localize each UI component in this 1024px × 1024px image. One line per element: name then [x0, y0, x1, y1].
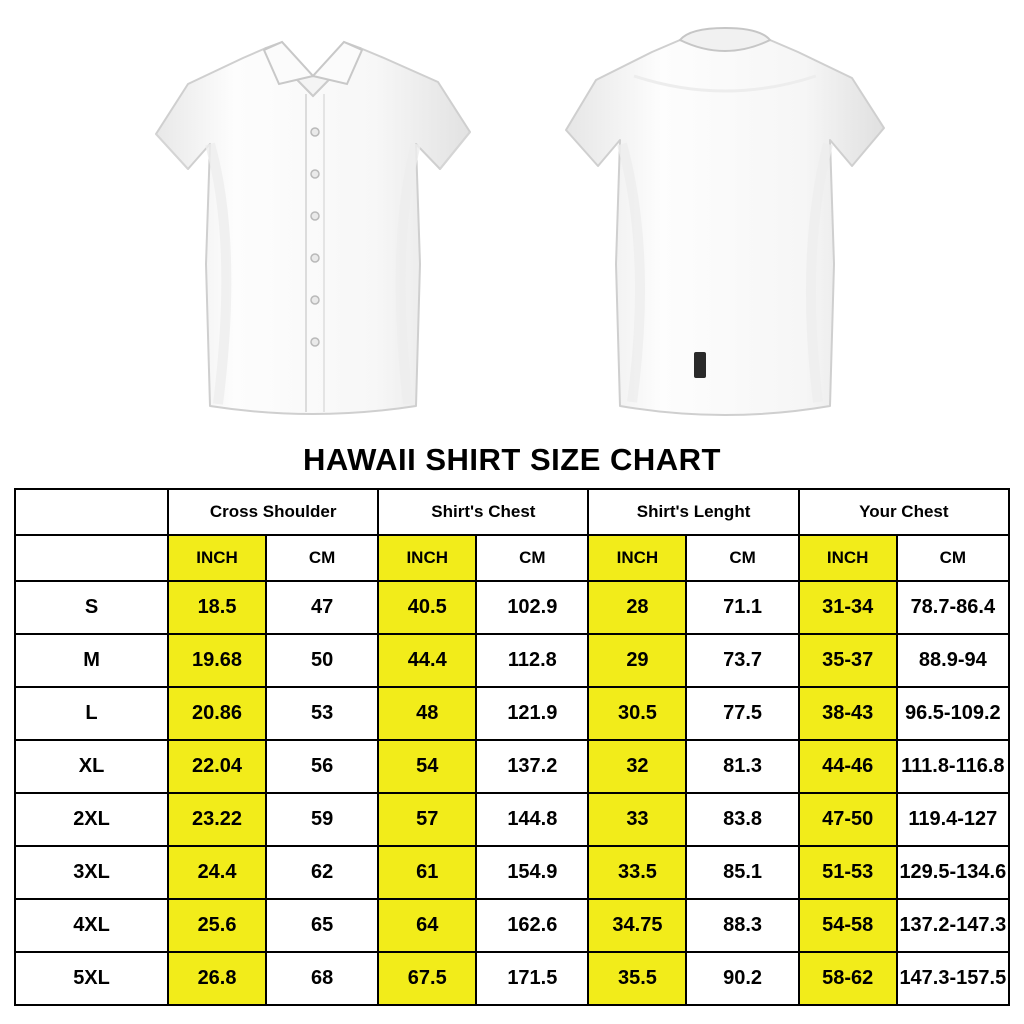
cell-length-inch: 33.5 — [588, 846, 686, 899]
cell-chest-inch: 48 — [378, 687, 476, 740]
cell-length-inch: 32 — [588, 740, 686, 793]
cell-cross-shoulder-inch: 24.4 — [168, 846, 266, 899]
cell-your-chest-cm: 147.3-157.5 — [897, 952, 1009, 1005]
cell-your-chest-inch: 44-46 — [799, 740, 897, 793]
cell-chest-inch: 44.4 — [378, 634, 476, 687]
cell-length-cm: 73.7 — [686, 634, 798, 687]
group-header-cross-shoulder: Cross Shoulder — [168, 489, 378, 535]
cell-cross-shoulder-cm: 56 — [266, 740, 378, 793]
shirt-back-image — [560, 14, 890, 429]
unit-cell-inch-3: INCH — [588, 535, 686, 581]
cell-chest-cm: 162.6 — [476, 899, 588, 952]
table-row — [15, 952, 1009, 1005]
shirt-front-image — [148, 14, 478, 429]
cell-cross-shoulder-inch: 18.5 — [168, 581, 266, 634]
page-title: HAWAII SHIRT SIZE CHART — [303, 442, 721, 477]
cell-length-cm: 90.2 — [686, 952, 798, 1005]
table-unit-row — [15, 535, 1009, 581]
unit-cell-inch-1: INCH — [168, 535, 266, 581]
size-label: XL — [15, 740, 168, 793]
cell-cross-shoulder-inch: 26.8 — [168, 952, 266, 1005]
cell-cross-shoulder-cm: 47 — [266, 581, 378, 634]
unit-row-spacer — [15, 535, 168, 581]
cell-chest-inch: 67.5 — [378, 952, 476, 1005]
cell-cross-shoulder-cm: 65 — [266, 899, 378, 952]
unit-cell-cm-3: CM — [686, 535, 798, 581]
cell-chest-cm: 171.5 — [476, 952, 588, 1005]
cell-chest-cm: 137.2 — [476, 740, 588, 793]
cell-your-chest-inch: 38-43 — [799, 687, 897, 740]
cell-length-cm: 81.3 — [686, 740, 798, 793]
cell-your-chest-inch: 51-53 — [799, 846, 897, 899]
size-label: 5XL — [15, 952, 168, 1005]
table-corner-cell — [15, 489, 168, 535]
cell-cross-shoulder-inch: 20.86 — [168, 687, 266, 740]
cell-your-chest-cm: 119.4-127 — [897, 793, 1009, 846]
cell-your-chest-cm: 96.5-109.2 — [897, 687, 1009, 740]
cell-chest-inch: 64 — [378, 899, 476, 952]
cell-cross-shoulder-cm: 59 — [266, 793, 378, 846]
table-row — [15, 793, 1009, 846]
unit-cell-cm-2: CM — [476, 535, 588, 581]
cell-length-cm: 85.1 — [686, 846, 798, 899]
table-row — [15, 634, 1009, 687]
cell-your-chest-inch: 58-62 — [799, 952, 897, 1005]
unit-cell-inch-2: INCH — [378, 535, 476, 581]
cell-your-chest-inch: 31-34 — [799, 581, 897, 634]
cell-chest-cm: 154.9 — [476, 846, 588, 899]
table-row — [15, 846, 1009, 899]
cell-cross-shoulder-inch: 25.6 — [168, 899, 266, 952]
table-row — [15, 899, 1009, 952]
cell-length-cm: 83.8 — [686, 793, 798, 846]
table-row — [15, 687, 1009, 740]
cell-your-chest-inch: 35-37 — [799, 634, 897, 687]
cell-your-chest-inch: 47-50 — [799, 793, 897, 846]
cell-your-chest-cm: 111.8-116.8 — [897, 740, 1009, 793]
group-header-shirts-length: Shirt's Lenght — [588, 489, 798, 535]
size-label: 3XL — [15, 846, 168, 899]
size-chart-table — [14, 488, 1010, 1006]
cell-cross-shoulder-inch: 23.22 — [168, 793, 266, 846]
cell-length-inch: 33 — [588, 793, 686, 846]
shirt-illustrations — [0, 0, 1024, 440]
cell-length-cm: 71.1 — [686, 581, 798, 634]
cell-length-cm: 77.5 — [686, 687, 798, 740]
cell-chest-cm: 112.8 — [476, 634, 588, 687]
cell-cross-shoulder-inch: 22.04 — [168, 740, 266, 793]
cell-length-inch: 35.5 — [588, 952, 686, 1005]
cell-your-chest-cm: 78.7-86.4 — [897, 581, 1009, 634]
cell-chest-cm: 121.9 — [476, 687, 588, 740]
cell-cross-shoulder-inch: 19.68 — [168, 634, 266, 687]
cell-your-chest-cm: 137.2-147.3 — [897, 899, 1009, 952]
cell-length-inch: 30.5 — [588, 687, 686, 740]
cell-chest-inch: 54 — [378, 740, 476, 793]
unit-cell-inch-4: INCH — [799, 535, 897, 581]
cell-chest-inch: 57 — [378, 793, 476, 846]
cell-cross-shoulder-cm: 50 — [266, 634, 378, 687]
cell-chest-cm: 144.8 — [476, 793, 588, 846]
cell-length-cm: 88.3 — [686, 899, 798, 952]
unit-cell-cm-1: CM — [266, 535, 378, 581]
cell-chest-inch: 61 — [378, 846, 476, 899]
cell-chest-cm: 102.9 — [476, 581, 588, 634]
group-header-your-chest: Your Chest — [799, 489, 1009, 535]
size-label: 2XL — [15, 793, 168, 846]
table-row — [15, 581, 1009, 634]
unit-cell-cm-4: CM — [897, 535, 1009, 581]
cell-your-chest-cm: 129.5-134.6 — [897, 846, 1009, 899]
cell-cross-shoulder-cm: 53 — [266, 687, 378, 740]
cell-chest-inch: 40.5 — [378, 581, 476, 634]
size-label: S — [15, 581, 168, 634]
size-label: 4XL — [15, 899, 168, 952]
cell-your-chest-inch: 54-58 — [799, 899, 897, 952]
table-group-header-row — [15, 489, 1009, 535]
size-label: M — [15, 634, 168, 687]
cell-cross-shoulder-cm: 68 — [266, 952, 378, 1005]
size-label: L — [15, 687, 168, 740]
cell-length-inch: 28 — [588, 581, 686, 634]
cell-length-inch: 34.75 — [588, 899, 686, 952]
cell-length-inch: 29 — [588, 634, 686, 687]
cell-your-chest-cm: 88.9-94 — [897, 634, 1009, 687]
size-table-container — [0, 488, 1024, 1006]
cell-cross-shoulder-cm: 62 — [266, 846, 378, 899]
group-header-shirts-chest: Shirt's Chest — [378, 489, 588, 535]
table-row — [15, 740, 1009, 793]
